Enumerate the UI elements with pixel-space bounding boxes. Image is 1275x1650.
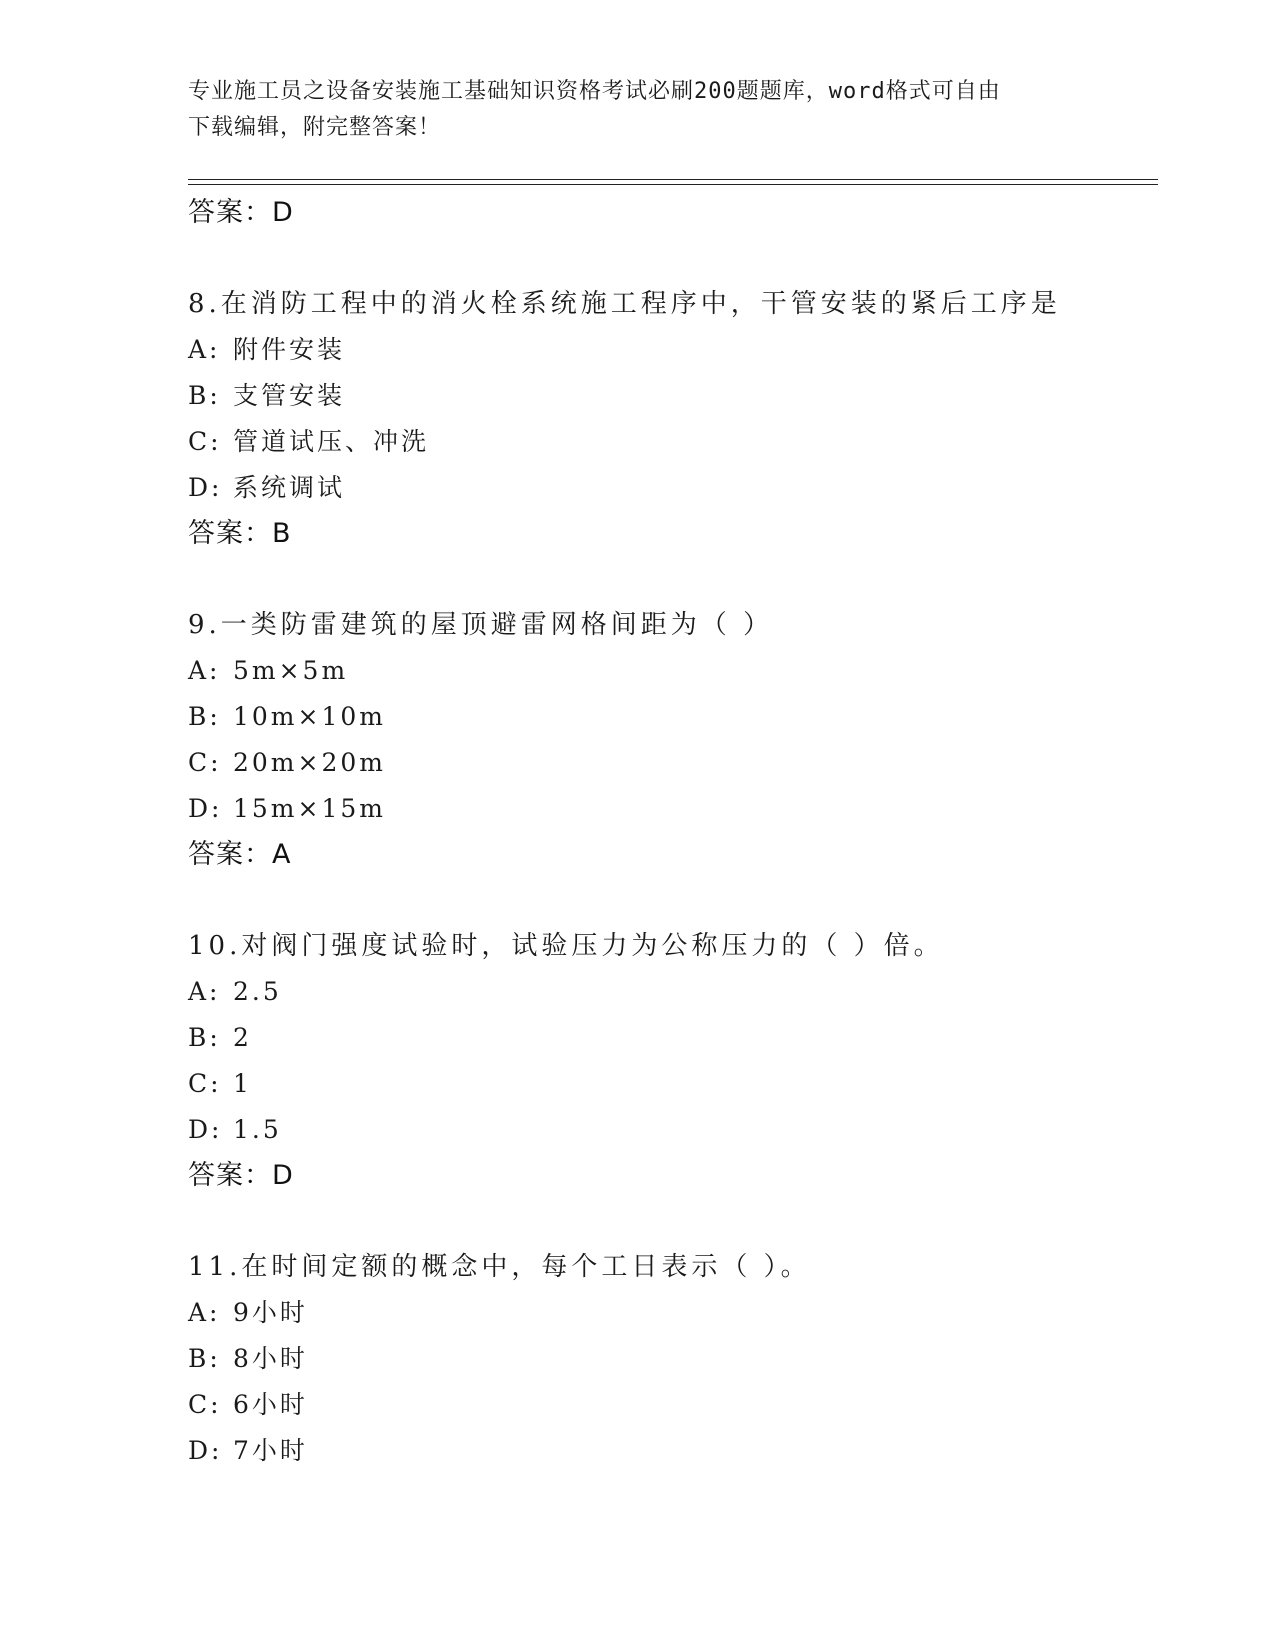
option-label: C: [188, 748, 222, 777]
question-10: 10.对阀门强度试验时，试验压力为公称压力的（ ）倍。 [188, 931, 944, 961]
option-text: 1.5 [233, 1115, 282, 1144]
option-9a [188, 648, 1168, 694]
header-divider-top [188, 179, 1158, 180]
option-9c [188, 740, 1168, 786]
question-list [188, 190, 1168, 1474]
option-11b [188, 1336, 1168, 1382]
header-line-2: 下载编辑，附完整答案！ [188, 115, 442, 140]
option-8a [188, 327, 1168, 373]
option-10b [188, 1015, 1168, 1061]
question-11: 11.在时间定额的概念中，每个工日表示（ ）。 [188, 1252, 811, 1282]
option-label: B: [188, 381, 221, 410]
spacer [188, 557, 1168, 602]
option-text: 8小时 [233, 1344, 308, 1373]
option-label: A: [188, 977, 221, 1006]
question-8: 8.在消防工程中的消火栓系统施工程序中，干管安装的紧后工序是 [188, 289, 1061, 319]
option-text: 1 [233, 1069, 252, 1098]
option-label: A: [188, 335, 221, 364]
option-label: C: [188, 1069, 222, 1098]
option-10d [188, 1107, 1168, 1153]
option-9d [188, 786, 1168, 832]
header-line-1: 专业施工员之设备安装施工基础知识资格考试必刷200题题库，word格式可自由 [188, 79, 1001, 104]
document-header [188, 74, 1088, 146]
spacer [188, 236, 1168, 281]
option-8c [188, 419, 1168, 465]
option-text: 5m×5m [233, 656, 349, 685]
question-9: 9.一类防雷建筑的屋顶避雷网格间距为（ ） [188, 610, 774, 640]
option-text: 10m×10m [233, 702, 386, 731]
option-label: A: [188, 656, 221, 685]
option-text: 20m×20m [233, 748, 386, 777]
header-divider-bottom [188, 184, 1158, 185]
option-label: C: [188, 427, 222, 456]
option-label: A: [188, 1298, 221, 1327]
option-text: 7小时 [233, 1436, 308, 1465]
option-8b [188, 373, 1168, 419]
option-10a [188, 969, 1168, 1015]
option-text: 2.5 [233, 977, 282, 1006]
option-label: B: [188, 1344, 221, 1373]
answer-q7: 答案：D [188, 197, 294, 228]
spacer [188, 1199, 1168, 1244]
option-8d [188, 465, 1168, 511]
option-label: D: [188, 1115, 223, 1144]
option-text: 2 [233, 1023, 252, 1052]
option-text: 管道试压、冲洗 [233, 427, 430, 456]
option-label: D: [188, 1436, 223, 1465]
option-11d [188, 1428, 1168, 1474]
option-text: 6小时 [233, 1390, 308, 1419]
option-label: B: [188, 1023, 221, 1052]
answer-q10: 答案：D [188, 1160, 294, 1191]
option-text: 15m×15m [233, 794, 386, 823]
answer-q8: 答案：B [188, 518, 292, 549]
option-9b [188, 694, 1168, 740]
option-text: 支管安装 [233, 381, 346, 410]
option-label: D: [188, 473, 223, 502]
option-text: 9小时 [233, 1298, 308, 1327]
option-11a [188, 1290, 1168, 1336]
answer-q9: 答案：A [188, 839, 292, 870]
option-label: B: [188, 702, 221, 731]
option-10c [188, 1061, 1168, 1107]
option-label: D: [188, 794, 223, 823]
spacer [188, 878, 1168, 923]
option-text: 系统调试 [233, 473, 346, 502]
option-text: 附件安装 [233, 335, 346, 364]
option-11c [188, 1382, 1168, 1428]
option-label: C: [188, 1390, 222, 1419]
